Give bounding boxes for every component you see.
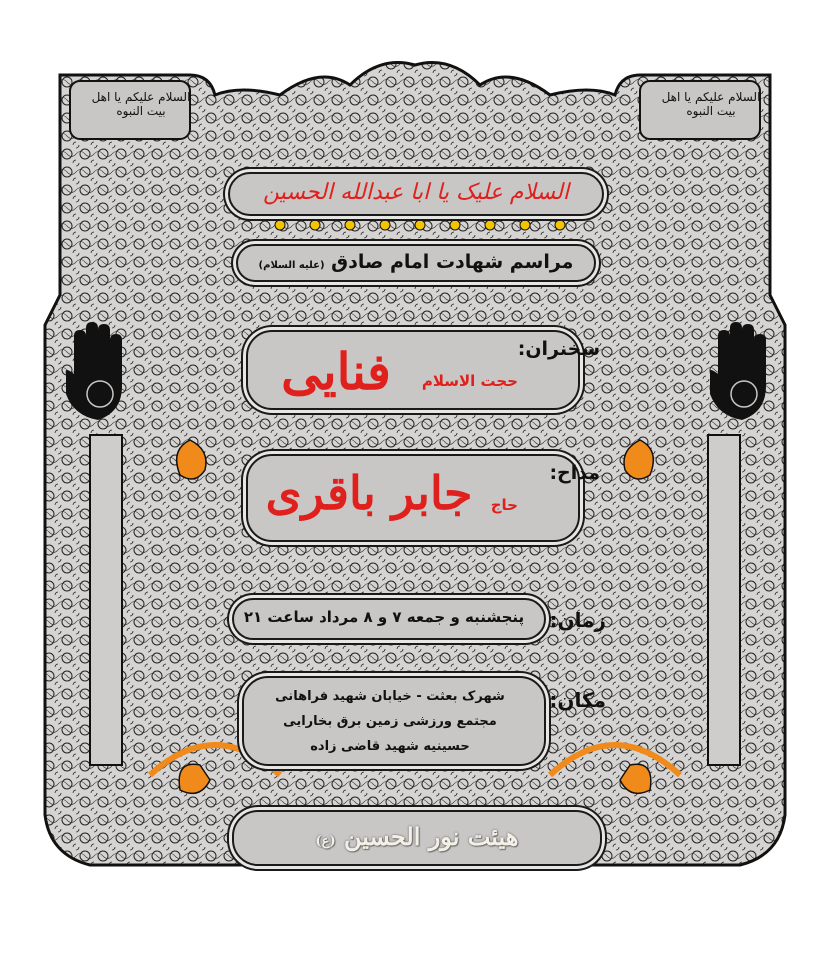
corner-plaque-right-text: السلام علیکم یا اهل بیت النبوه bbox=[661, 90, 761, 118]
salutation-text: السلام علیک یا ابا عبدالله الحسین bbox=[263, 180, 569, 205]
corner-plaque-right bbox=[656, 90, 766, 118]
organizer-suffix: (ع) bbox=[315, 834, 336, 849]
place-label: مکان: bbox=[549, 688, 606, 712]
place-line-1: شهرک بعثت - خیابان شهید فراهانی bbox=[275, 689, 505, 704]
event-title-suffix: (علیه السلام) bbox=[258, 260, 325, 271]
event-title-main: مراسم شهادت امام صادق bbox=[331, 251, 574, 273]
place-line-3: حسینیه شهید قاضی زاده bbox=[310, 739, 470, 754]
eulogist-name: جابر باقری bbox=[265, 466, 473, 520]
corner-plaque-left-text: السلام علیکم یا اهل بیت النبوه bbox=[91, 90, 191, 118]
time-label: زمان: bbox=[549, 608, 606, 632]
organizer-name: هیئت نور الحسین bbox=[343, 822, 519, 851]
place-panel bbox=[242, 676, 546, 766]
hamsa-hand-icon bbox=[64, 322, 132, 430]
place-line-2: مجتمع ورزشی زمین برق بخارایی bbox=[283, 714, 497, 729]
speaker-honorific: حجت الاسلام bbox=[421, 372, 518, 390]
eulogist-honorific: حاج bbox=[490, 496, 518, 514]
organizer-panel bbox=[232, 810, 602, 866]
hamsa-hand-icon bbox=[708, 322, 776, 430]
salutation-panel bbox=[228, 172, 604, 216]
corner-plaque-left bbox=[86, 90, 196, 118]
speaker-label: سخنران: bbox=[517, 338, 600, 360]
time-value: پنجشنبه و جمعه ۷ و ۸ مرداد ساعت ۲۱ bbox=[243, 608, 525, 626]
event-title bbox=[238, 251, 594, 273]
organizer-text bbox=[234, 822, 600, 851]
eulogist-label: مداح: bbox=[549, 462, 600, 484]
time-panel bbox=[232, 598, 546, 640]
event-title-panel bbox=[236, 244, 596, 282]
speaker-name: فنایی bbox=[281, 342, 391, 401]
